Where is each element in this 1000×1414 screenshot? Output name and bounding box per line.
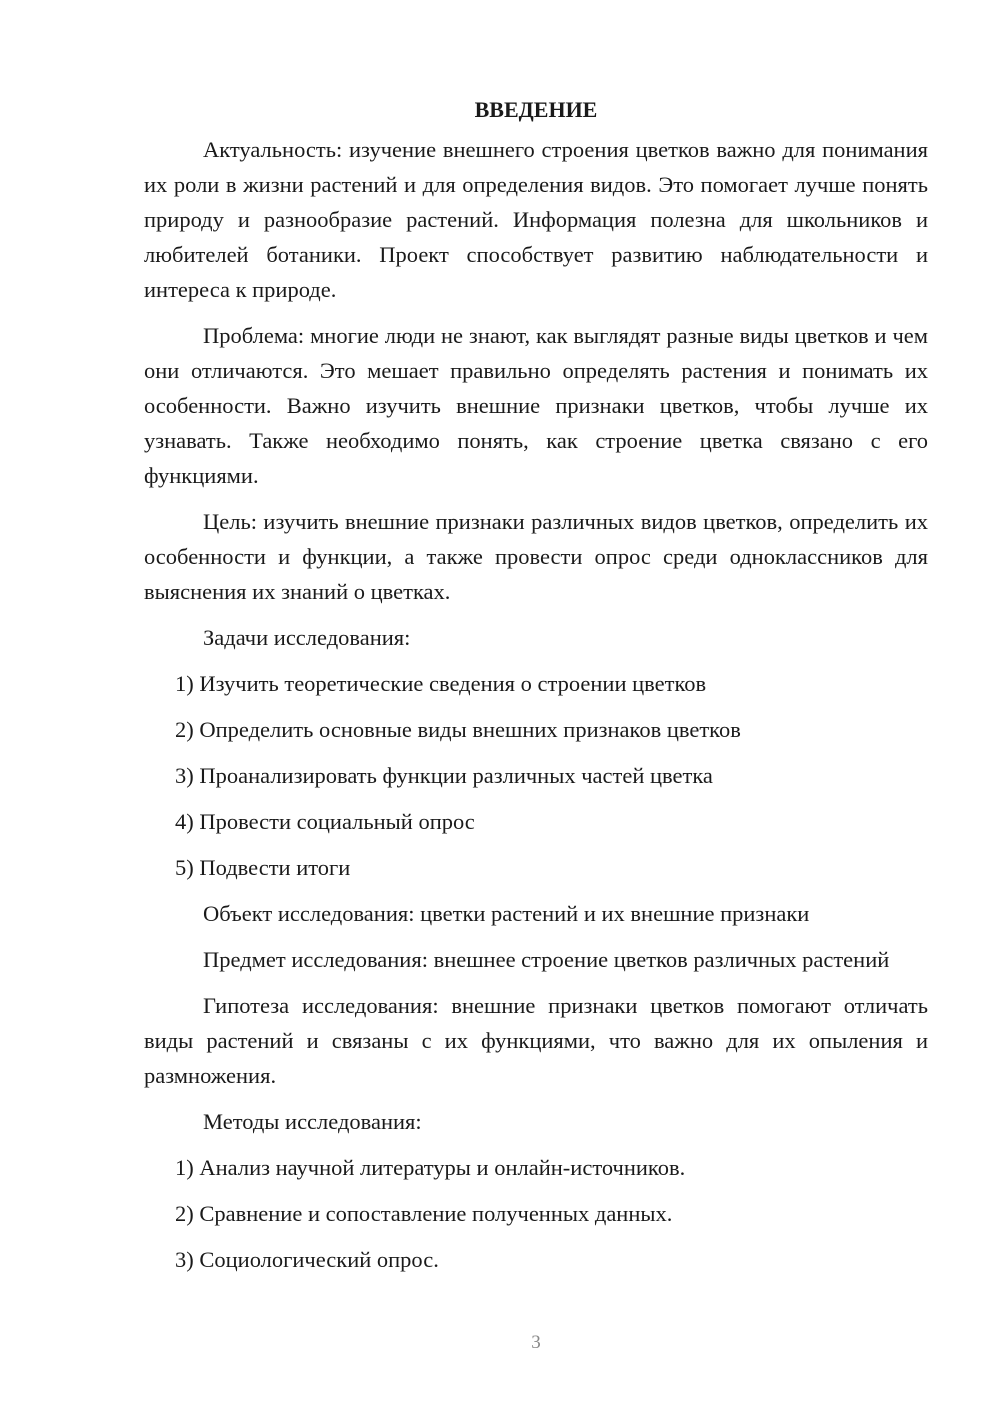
task-item: 2) Определить основные виды внешних признаков цветков <box>175 717 741 742</box>
task-item: 4) Провести социальный опрос <box>175 809 475 834</box>
page-content <box>144 92 928 1288</box>
methods-list <box>144 1150 928 1277</box>
object-paragraph: Объект исследования: цветки растений и их внешние признаки <box>203 901 810 926</box>
hypothesis-paragraph: Гипотеза исследования: внешние признаки цветков помогают отличать виды растений и связаны с их функциями, что важно для их опыления и размножения. <box>144 993 928 1088</box>
tasks-list <box>144 666 928 885</box>
methods-title: Методы исследования: <box>203 1109 422 1134</box>
task-item: 1) Изучить теоретические сведения о строении цветков <box>175 671 707 696</box>
task-item: 3) Проанализировать функции различных частей цветка <box>175 763 713 788</box>
subject-paragraph: Предмет исследования: внешнее строение цветков различных растений <box>203 947 890 972</box>
problem-paragraph: Проблема: многие люди не знают, как выглядят разные виды цветков и чем они отличаются. Это мешает правильно определять растения и понимать их особенности. Важно изучить внешние признаки цветков, чтобы лучше их узнавать. Также необходимо понять, как строение цветка связано с его функциями. <box>144 323 928 488</box>
section-heading: ВВЕДЕНИЕ <box>474 97 598 122</box>
goal-paragraph: Цель: изучить внешние признаки различных видов цветков, определить их особенности и функции, а также провести опрос среди одноклассников для выяснения их знаний о цветках. <box>144 509 928 604</box>
method-item: 3) Социологический опрос. <box>175 1247 439 1272</box>
method-item: 1) Анализ научной литературы и онлайн-источников. <box>175 1155 686 1180</box>
method-item: 2) Сравнение и сопоставление полученных данных. <box>175 1201 673 1226</box>
task-item: 5) Подвести итоги <box>175 855 351 880</box>
relevance-paragraph: Актуальность: изучение внешнего строения цветков важно для понимания их роли в жизни растений и для определения видов. Это помогает лучше понять природу и разнообразие растений. Информация полезна для школьников и любителей ботаники. Проект способствует развитию наблюдательности и интереса к природе. <box>144 137 928 302</box>
page-number: 3 <box>531 1332 541 1353</box>
tasks-title: Задачи исследования: <box>203 625 411 650</box>
